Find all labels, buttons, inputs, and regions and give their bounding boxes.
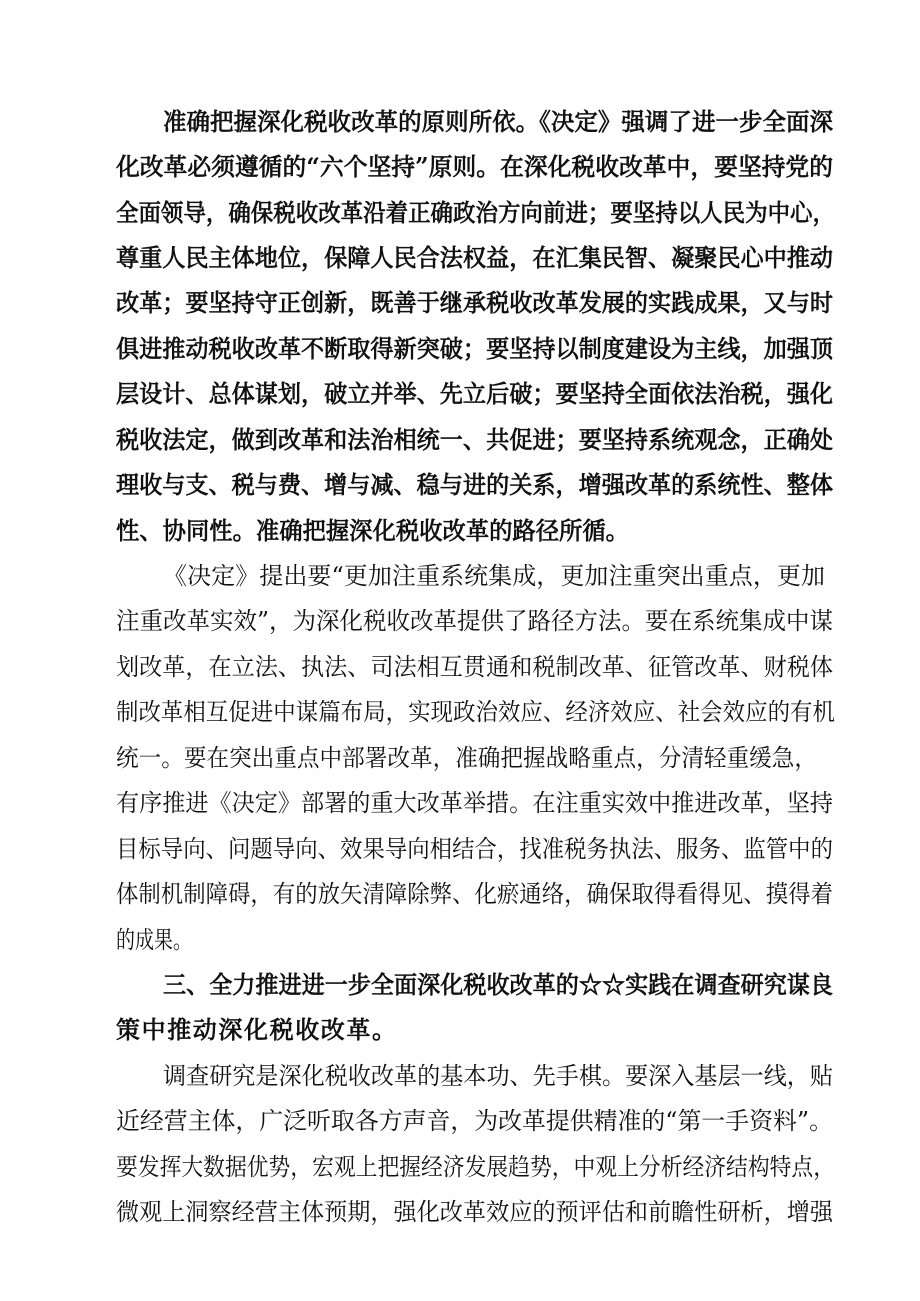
text-line: 统一。要在突出重点中部署改革，准确把握战略重点，分清轻重缓急，: [116, 744, 817, 772]
heading-line: 策中推动深化税收改革。: [116, 1015, 398, 1044]
text-line: 制改革相互促进中谋篇布局，实现政治效应、经济效应、社会效应的有机: [116, 698, 835, 726]
text-line: 的成果。: [116, 926, 192, 954]
text-line: 层设计、总体谋划，破立并举、先立后破；要坚持全面依法治税，强化: [116, 379, 833, 408]
text-line: 目标导向、问题导向、效果导向相结合，找准税务执法、服务、监管中的: [116, 835, 833, 863]
text-line: 要发挥大数据优势，宏观上把握经济发展趋势，中观上分析经济结构特点，: [116, 1153, 835, 1181]
text-line: 《决定》提出要“更加注重系统集成，更加注重突出重点，更加: [163, 562, 826, 590]
text-line: 改革；要坚持守正创新，既善于继承税收改革发展的实践成果，又与时: [116, 288, 833, 317]
heading-line: 三、全力推进进一步全面深化税收改革的☆☆实践在调查研究谋良: [163, 970, 833, 999]
text-line: 尊重人民主体地位，保障人民合法权益，在汇集民智、凝聚民心中推动: [116, 243, 833, 272]
text-line: 划改革，在立法、执法、司法相互贯通和税制改革、征管改革、财税体: [116, 653, 833, 681]
text-line: 微观上洞察经营主体预期，强化改革效应的预评估和前瞻性研析，增强: [116, 1198, 833, 1226]
text-line: 调查研究是深化税收改革的基本功、先手棋。要深入基层一线，贴: [163, 1062, 833, 1090]
text-line: 体制机制障碍，有的放矢清障除弊、化瘀通络，确保取得看得见、摸得着: [116, 880, 833, 908]
text-line: 准确把握深化税收改革的原则所依。《决定》强调了进一步全面深: [163, 107, 833, 136]
text-line: 有序推进《决定》部署的重大改革举措。在注重实效中推进改革，坚持: [116, 789, 833, 817]
text-line: 注重改革实效”，为深化税收改革提供了路径方法。要在系统集成中谋: [116, 607, 833, 635]
text-line: 近经营主体，广泛听取各方声音，为改革提供精准的“第一手资料”。: [116, 1107, 833, 1135]
text-line: 化改革必须遵循的“六个坚持”原则。在深化税收改革中，要坚持党的: [116, 152, 833, 181]
text-line: 俱进推动税收改革不断取得新突破；要坚持以制度建设为主线，加强顶: [116, 334, 833, 363]
text-line: 性、协同性。准确把握深化税收改革的路径所循。: [116, 516, 629, 545]
text-line: 理收与支、税与费、增与减、稳与进的关系，增强改革的系统性、整体: [116, 470, 833, 499]
text-line: 税收法定，做到改革和法治相统一、共促进；要坚持系统观念，正确处: [116, 425, 833, 454]
text-line: 全面领导，确保税收改革沿着正确政治方向前进；要坚持以人民为中心，: [116, 198, 835, 227]
